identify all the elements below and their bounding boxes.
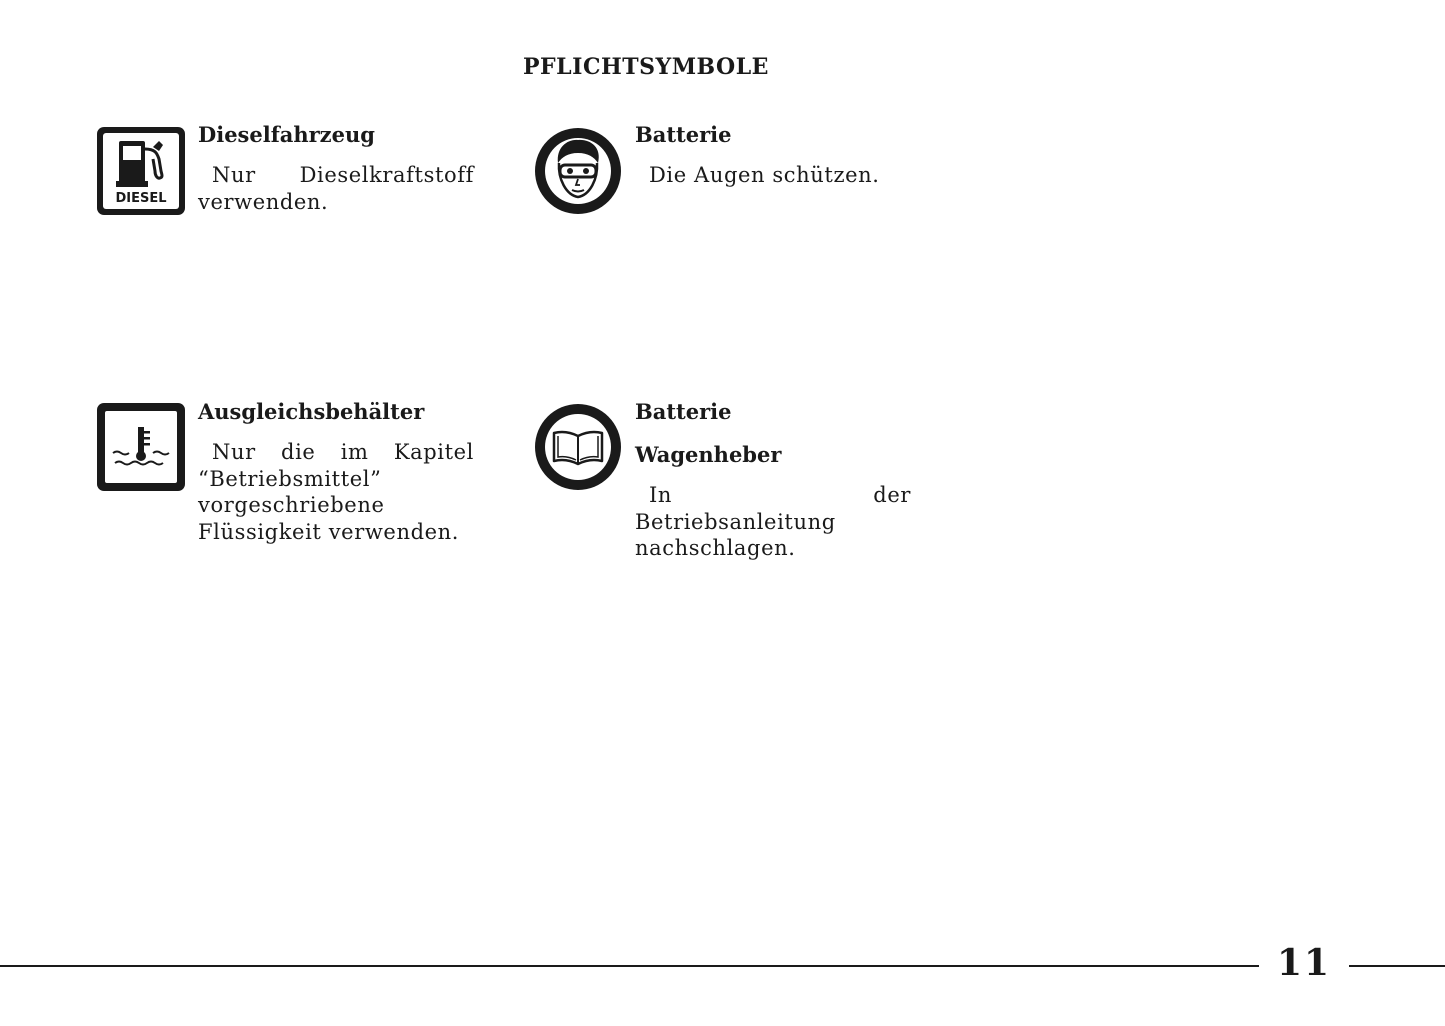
entry-text: [198, 122, 474, 215]
entry-heading: Dieselfahrzeug: [198, 122, 375, 147]
entry-body: Nur Dieselkraftstoff verwenden.: [198, 163, 474, 214]
diesel-fuel-pump-icon: [97, 127, 185, 215]
entry-text: [635, 122, 911, 189]
entry-heading: Wagenheber: [635, 442, 782, 467]
page-title: PFLICHTSYMBOLE: [523, 54, 769, 80]
footer-rule: [1349, 965, 1445, 967]
coolant-temperature-icon: [97, 403, 185, 491]
entry-body: In der Betriebsanleitung nachschlagen.: [635, 483, 911, 560]
entry-body: Nur die im Kapitel “Betriebsmittel” vorgeschriebene Flüssigkeit verwenden.: [198, 440, 474, 544]
manual-book-icon: [534, 403, 622, 491]
entry-text: [198, 399, 474, 545]
entry-text: [635, 399, 911, 562]
entry-heading: Batterie: [635, 399, 732, 424]
entry-body: Die Augen schützen.: [649, 163, 880, 187]
entry-heading: Ausgleichsbehälter: [198, 399, 425, 424]
page-number: 11: [1276, 942, 1332, 984]
diesel-icon-label: DIESEL: [115, 191, 167, 206]
safety-goggles-face-icon: [534, 127, 622, 215]
footer-rule: [0, 965, 1259, 967]
entry-heading: Batterie: [635, 122, 732, 147]
